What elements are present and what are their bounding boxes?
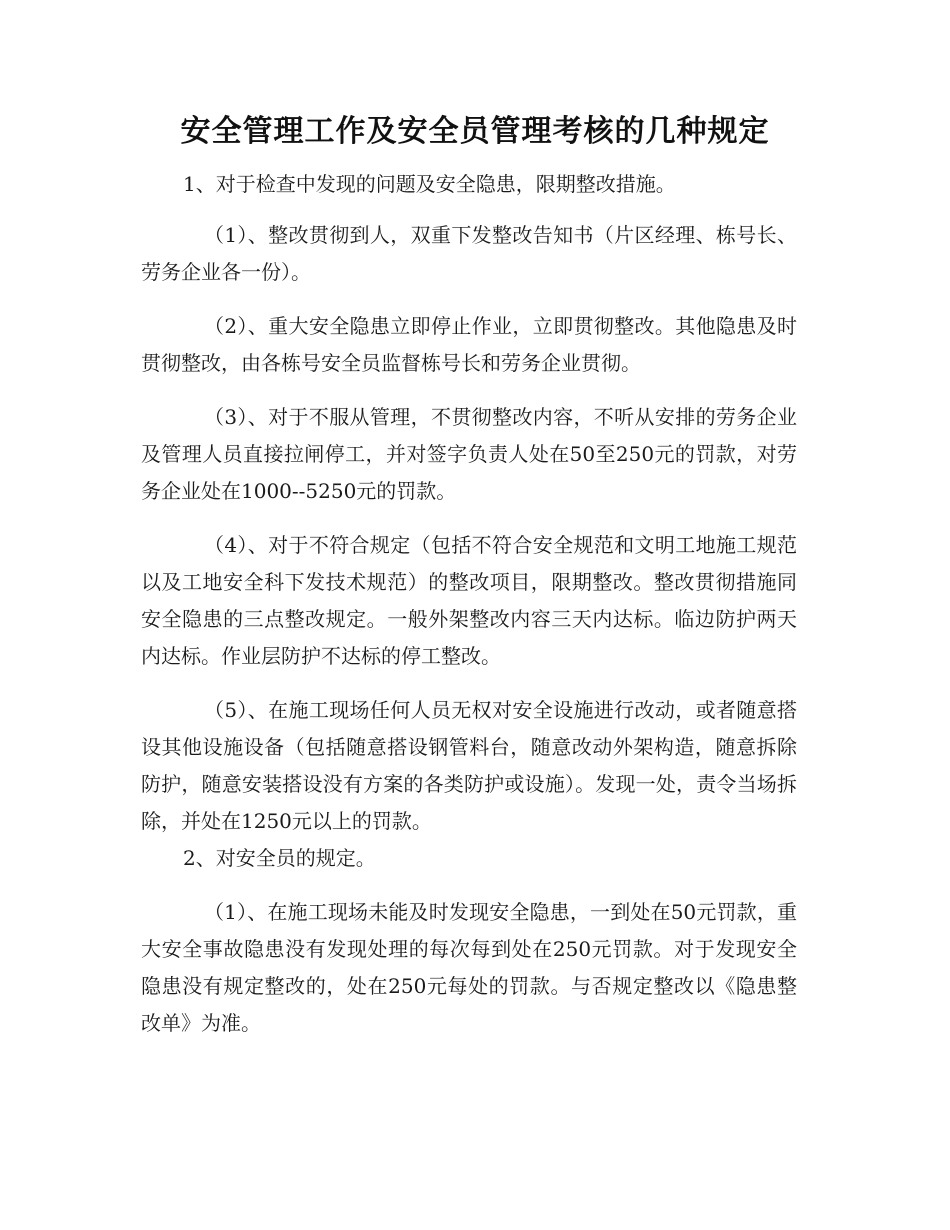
document-title: 安全管理工作及安全员管理考核的几种规定	[180, 114, 770, 149]
paragraph-1-3: （3）、对于不服从管理，不贯彻整改内容，不听从安排的劳务企业及管理人员直接拉闸停工，并对签字负责人处在50至250元的罚款，对劳务企业处在1000--5250元的罚款。	[141, 405, 797, 503]
paragraph-1-5: （5）、在施工现场任何人员无权对安全设施进行改动，或者随意搭设其他设施设备（包括随意搭设钢管料台，随意改动外架构造，随意拆除防护，随意安装搭设没有方案的各类防护或设施）。发现一处，责令当场拆除，并处在1250元以上的罚款。	[141, 698, 797, 833]
paragraph-1-2: （2）、重大安全隐患立即停止作业，立即贯彻整改。其他隐患及时贯彻整改，由各栋号安全员监督栋号长和劳务企业贯彻。	[141, 314, 797, 375]
document-body	[141, 166, 797, 1042]
section-heading-1: 1、对于检查中发现的问题及安全隐患，限期整改措施。	[183, 172, 676, 196]
paragraph-1-1: （1）、整改贯彻到人，双重下发整改告知书（片区经理、栋号长、劳务企业各一份）。	[141, 223, 797, 284]
paragraph-2-1: （1）、在施工现场未能及时发现安全隐患，一到处在50元罚款，重大安全事故隐患没有发现处理的每次每到处在250元罚款。对于发现安全隐患没有规定整改的，处在250元每处的罚款。与否规定整改以《隐患整改单》为准。	[141, 900, 797, 1035]
paragraph-1-4: （4）、对于不符合规定（包括不符合安全规范和文明工地施工规范以及工地安全科下发技术规范）的整改项目，限期整改。整改贯彻措施同安全隐患的三点整改规定。一般外架整改内容三天内达标。临边防护两天内达标。作业层防护不达标的停工整改。	[141, 533, 797, 668]
section-heading-2: 2、对安全员的规定。	[183, 846, 376, 870]
